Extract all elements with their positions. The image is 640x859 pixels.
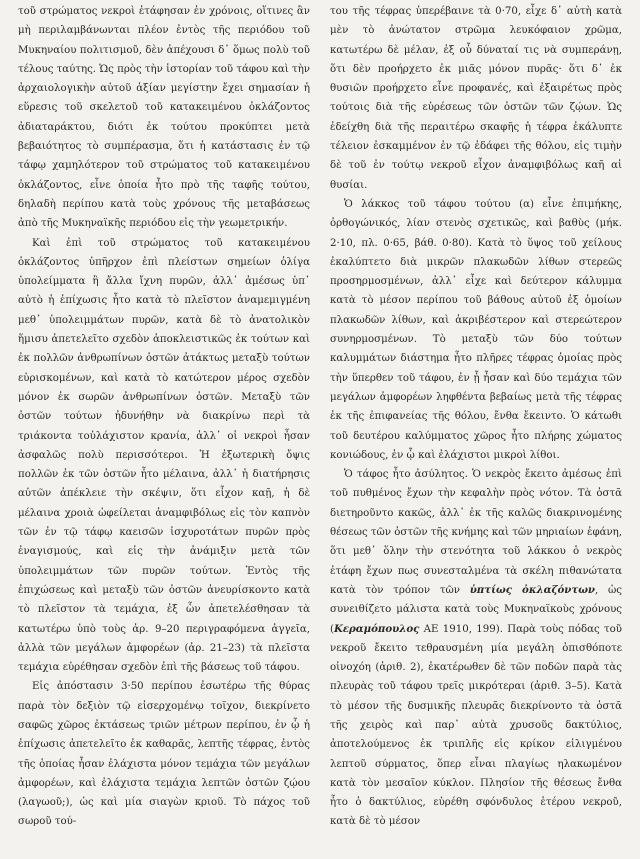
right-paragraph-3-end: ΑΕ 1910, 199). Παρὰ τοὺς πόδας τοῦ νεκροῦ ἔκειτο τεθραυσμένη μία μεγάλη ὀπισθόποτε οἰνοχόη (ἀριθ. 2), ἑκατέρωθεν δὲ τῶν ποδῶν παρὰ τὰς πλευρὰς τοῦ τάφου τρεῖς μικρότεραι (ἀριθ. 3–5). Κατὰ τὸ μέσον τῆς δυσμικῆς πλευρᾶς διεκρίνοντο τὰ ὀστᾶ τῆς χειρὸς καὶ παρ᾽ αὐτὰ χρυσοῦς δακτύλιος, ἀποτελούμενος ἐκ τριπλῆς εἰς κρίκον εἰλιγμένου λεπτοῦ σύρματος, ὅπερ εἶναι πλαγίως ηλακωμένον κατὰ τὸν μεσαῖον κύκλον. Πλησίον τῆς θέσεως ἔνθα ἦτο ὁ δακτύλιος, εὑρέθη σφόνδυλος ἑτέρου νεκροῦ, κατὰ δὲ τὸ μέσον [330, 623, 622, 828]
left-paragraph-2: Καὶ ἐπὶ τοῦ στρώματος τοῦ κατακειμένου ὀκλάζοντος ὑπῆρχον ἐπὶ πλείστων σημείων ὀλίγα ὑπολείμματα ἢ ἄλλα ἴχνη πυρῶν, ἀλλ᾽ ἀμέσως ὑπ᾽ αὐτὸ ἡ ἐπίχωσις ἦτο κατὰ τὸ πλεῖστον ἀναμεμιγμένη μεθ᾽ ὑπολειμμάτων πυρῶν, κατὰ δὲ τὸ ἀνατολικὸν ἥμισυ ἀπετελεῖτο σχεδὸν ἀποκλειστικῶς ἐκ τούτων καὶ ἐκ πολλῶν ἀνθρωπίνων ὀστῶν ἀτάκτως μεταξὺ τούτων εὑρισκομένων, καὶ κατὰ τὸ κατώτερον μέρος σχεδὸν μόνον ἐκ σωρῶν ἀνθρωπίνων ὀστῶν. Μεταξὺ τῶν ὀστῶν τούτων ἠδυνήθην νὰ διακρίνω περὶ τὰ τριάκοντα τοὐλάχιστον κρανία, ἀλλ᾽ οἱ νεκροὶ ἦσαν ἀσφαλῶς πολὺ περισσότεροι. Ἡ ἐξωτερικὴ ὄψις πολλῶν ἐκ τῶν ὀστῶν ἦτο μέλαινα, ἀλλ᾽ ἡ διατήρησις αὐτῶν ἀπέκλειε τὴν σκέψιν, ὅτι εἶχον καῇ, ἡ δὲ μέλαινα χροιὰ ὠφείλεται ἀναμφιβόλως εἰς τὸν καπνὸν τῶν ἐν τῷ τάφῳ καεισῶν ἰσχυροτάτων πυρῶν πρὸς ἐναγισμούς, καὶ εἰς τὴν ἀνάμιξιν μετὰ τῶν ὑπολειμμάτων τῶν πυρῶν τούτων. Ἐντὸς τῆς ἐπιχώσεως καὶ μεταξὺ τῶν ὀστῶν ἀνευρίσκοντο κατὰ τὸ πλεῖστον τὰ τεμάχια, ἐξ ὧν ἀπετελέσθησαν τὰ κατωτέρω ὑπὸ τοὺς ἀρ. 9–20 περιγραφόμενα ἀγγεῖα, ἀλλὰ τῶν μεγάλων ἀμφορέων (ἀρ. 21–23) τὰ πλεῖστα τεμάχια εὑρέθησαν σχεδὸν ἐπὶ τῆς βάσεως τοῦ τάφου. [18, 237, 310, 674]
left-column [18, 2, 310, 859]
left-paragraph-1: τοῦ στρώματος νεκροὶ ἐτάφησαν ἐν χρόνοις, οἵτινες ἂν μὴ περιλαμβάνωνται πλέον ἐντὸς τῆς περιόδου τοῦ Μυκηναίου πολιτισμοῦ, δὲν ἀπέχουσι δ᾽ ὅμως πολὺ τοῦ τέλους ταύτης. Ὡς πρὸς τὴν ἱστορίαν τοῦ τάφου καὶ τὴν ἀρχαιολογικὴν αὐτοῦ ἀξίαν μεγίστην ἔχει σημασίαν ἡ εὕρεσις τοῦ σκελετοῦ τοῦ κατακειμένου ὀκλάζοντος ἀδιαταράκτου, διότι ἐκ τούτου προκύπτει μετὰ βεβαιότητος τὸ συμπέρασμα, ὅτι ἡ κατάστασις ἐν τῷ τάφῳ χαμηλότερον τοῦ στρώματος τοῦ κατακειμένου ὀκλάζοντος, εἶνε ὁποία ἦτο πρὸ τῆς ταφῆς τούτου, δηλαδὴ περίπου κατὰ τοὺς χρόνους τῆς μεταβάσεως ἀπὸ τῆς Μυκηναϊκῆς περιόδου εἰς τὴν γεωμετρικήν. [18, 6, 310, 230]
emphasis-okladzonton: ὑπτίως ὀκλαζόντων [469, 583, 595, 596]
right-paragraph-3-mid: , ὡς συνειθίζετο μάλιστα κατὰ τοὺς Μυκηναϊκοὺς χρόνους ( [330, 584, 622, 635]
right-paragraph-2: Ὁ λάκκος τοῦ τάφου τούτου (α) εἶνε ἐπιμήκης, ὀρθογώνικός, λίαν στενὸς σχετικῶς, καὶ βαθὺς (μήκ. 2·10, πλ. 0·65, βάθ. 0·80). Κατὰ τὸ ὕψος τοῦ χείλους ἐκαλύπτετο διὰ μικρῶν πλακωδῶν λίθων στερεῶς προσηρμοσμένων, ἀλλ᾽ εἶχε καὶ δεύτερον κάλυμμα κατὰ τὸ μέσον περίπου τοῦ βάθους αὐτοῦ ἐξ ὁμοίων πλακωδῶν λίθων, καὶ ἀκριβέστερον καὶ στερεώτερον συνηρμοσμένων. Τὸ μεταξὺ τῶν δύο τούτων καλυμμάτων διάστημα ἦτο πλῆρες τέφρας ὁμοίας πρὸς τὴν ὕπερθεν τοῦ τάφου, ἐν ᾗ ἦσαν καὶ δύο τεμάχια τῶν μεγάλων ἀμφορέων ληφθέντα βεβαίως μετὰ τῆς τέφρας ἐκ τῆς ἐπιφανείας τῆς θόλου, ἔνθα ἔκειντο. Ὁ κάτωθι τοῦ δευτέρου καλύμματος χῶρος ἦτο πλήρης χώματος κονιώδους, ἐν ᾧ καὶ ἐλάχιστοι μικροὶ λίθοι. [330, 198, 622, 461]
right-paragraph-3 [330, 465, 622, 832]
text-columns [18, 2, 622, 859]
right-column [330, 2, 622, 859]
emphasis-author-keramopoulos: Κεραμόπουλος [333, 622, 420, 635]
left-paragraph-3: Εἰς ἀπόστασιν 3·50 περίπου ἐσωτέρω τῆς θύρας παρὰ τὸν δεξιὸν τῷ εἰσερχομένῳ τοῖχον, διεκρίνετο σαφῶς χῶρος ἐκτάσεως τριῶν μέτρων περίπου, ἐν ᾧ ἡ ἐπίχωσις ἀπετελεῖτο ἐκ καθαρᾶς, λεπτῆς τέφρας, ἐντὸς τῆς ὁποίας ἦσαν ἐλάχιστα μόνον τεμάχια τῶν μεγάλων ἀμφορέων, καὶ ἐλάχιστα τεμάχια λεπτῶν ὀστῶν ζῴου (λαγωοῦ;), ὡς καὶ μία σιαγὼν κριοῦ. Τὸ πάχος τοῦ σωροῦ τού- [18, 681, 310, 828]
right-paragraph-1: του τῆς τέφρας ὑπερέβαινε τὰ 0·70, εἶχε δ᾽ αὐτὴ κατὰ μὲν τὸ ἀνώτατον στρῶμα λευκόφαιον χρῶμα, κατωτέρω δὲ μέλαν, ἐξ οὗ δύναταί τις νὰ συμπεράνῃ, ὅτι δὲν προήρχετο ἐκ μιᾶς μόνον πυρᾶς· ὅτι δ᾽ ἐκ θυσιῶν προήρχετο εἶνε προφανές, καὶ ἐξαιρέτως πρὸς τούτοις διὰ τῆς εὑρέσεως τῶν ὀστῶν τῶν ζῴων. Ὡς ἐδείχθη διὰ τῆς περαιτέρω σκαφῆς ἡ τέφρα ἐκάλυπτε τέλειον ἐσκαμμένον ἐν τῷ ἐδάφει τῆς θόλου, εἰς τιμὴν δὲ τοῦ ἐν τούτῳ νεκροῦ εἶχον ἀναμφιβόλως καῆ αἱ θυσίαι. [330, 6, 622, 191]
right-paragraph-3-start: Ὁ τάφος ἦτο ἀσύλητος. Ὁ νεκρὸς ἔκειτο ἀμέσως ἐπὶ τοῦ πυθμένος ἔχων τὴν κεφαλὴν πρὸς νότον. Τὰ ὀστᾶ διετηροῦντο κακῶς, ἀλλ᾽ ἐκ τῆς καλῶς διακρινομένης θέσεως τῶν ὀστῶν τῆς κνήμης καὶ τῶν μηριαίων ἐφάνη, ὅτι μεθ᾽ ὅλην τὴν στενότητα τοῦ λάκκου ὁ νεκρὸς ἐτάφη ἔχων πως συνεσταλμένα τὰ σκέλη πιθανώτατα κατὰ τὸν τρόπον τῶν [330, 469, 622, 596]
